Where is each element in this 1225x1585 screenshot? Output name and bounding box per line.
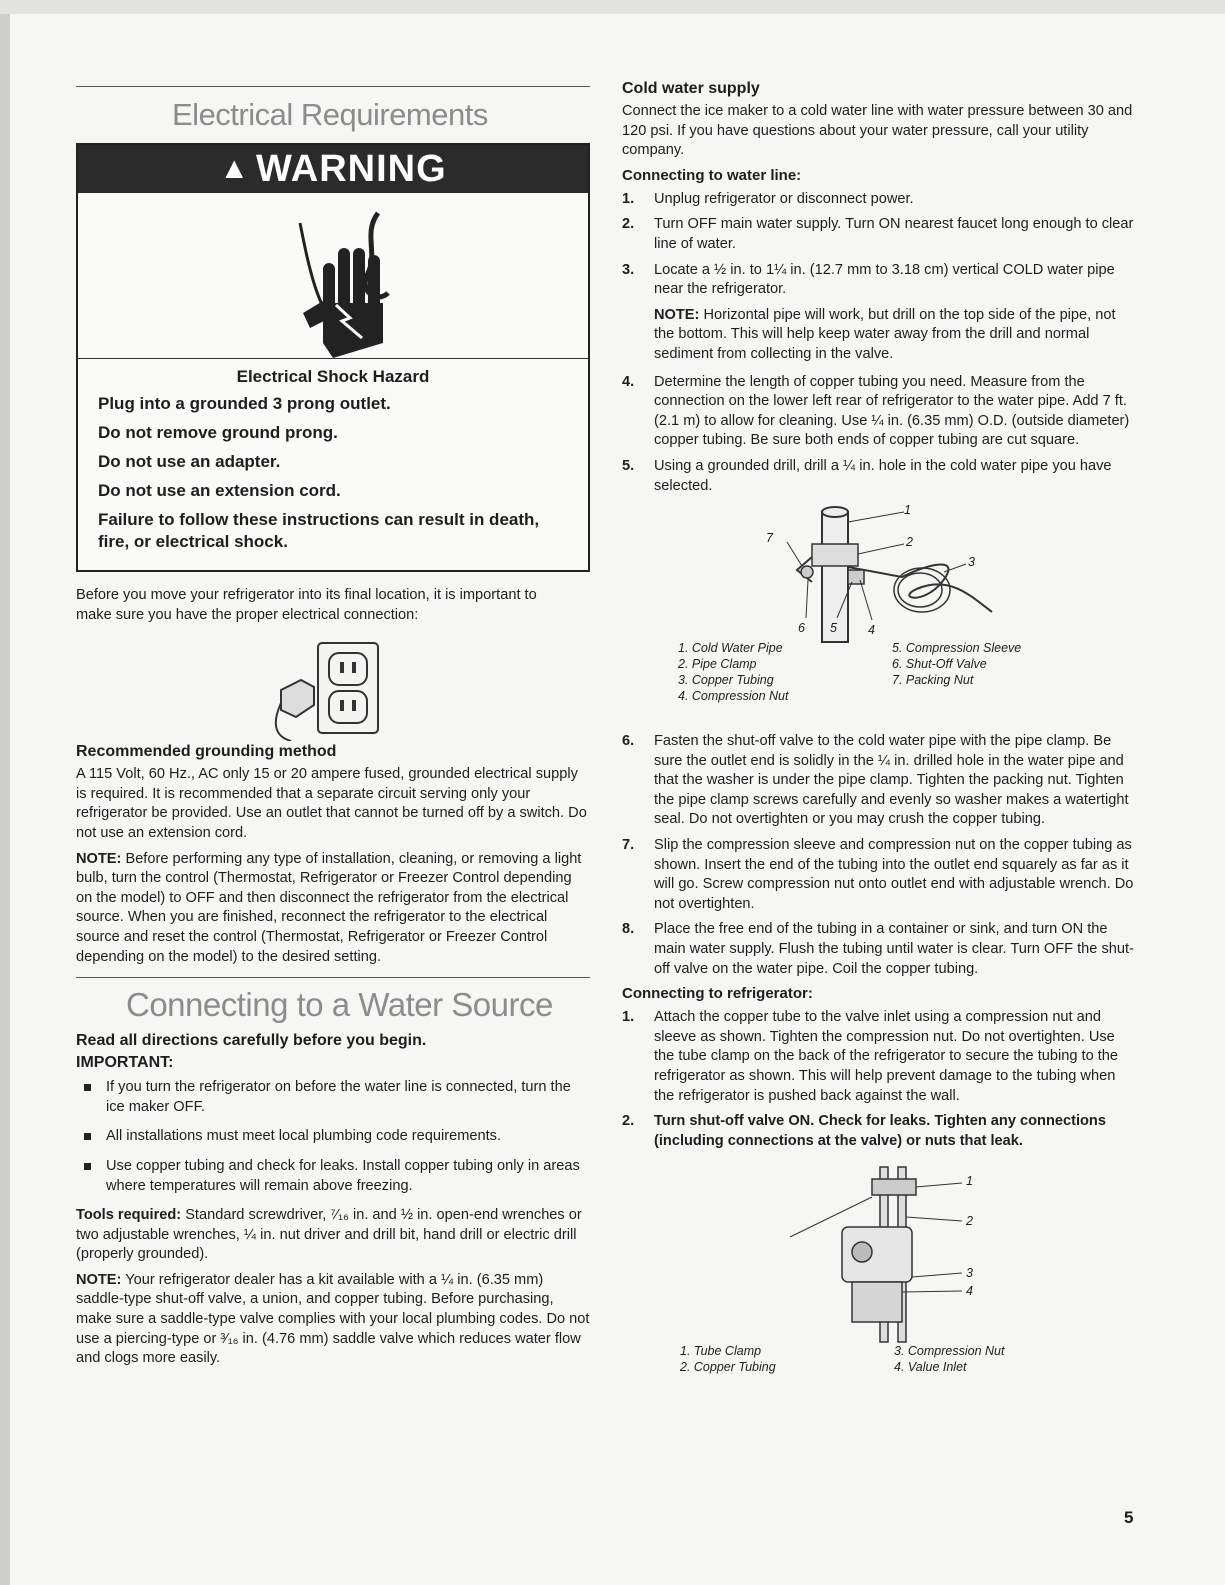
- cold-water-text: Connect the ice maker to a cold water line with water pressure between 30 and 120 psi. If you have questions about your water pressure, call your utility company.: [622, 103, 1133, 159]
- hazard-title: Electrical Shock Hazard: [236, 367, 430, 386]
- important-bullets: [76, 1078, 590, 1196]
- legend-item: 1. Tube Clamp: [680, 1344, 762, 1359]
- note-paragraph: [76, 850, 590, 968]
- bullet-square-icon: [84, 1084, 91, 1091]
- tools-label: Tools required:: [76, 1207, 182, 1224]
- fig2-legend-right: [894, 1343, 1004, 1375]
- legend-item: 1. Cold Water Pipe: [678, 641, 783, 656]
- tools-paragraph: [76, 1206, 590, 1265]
- legend-item: 3. Compression Nut: [894, 1344, 1005, 1359]
- step-text: Fasten the shut-off valve to the cold water pipe with the pipe clamp. Be sure the outlet end is solidly in the ¼ in. drilled hole in the water pipe and that the washer is under the pipe clamp. Tighten the packing nut. Tighten the pipe clamp screws carefully and evenly so washer makes a watertight seal. Do not overtighten or you may crush the copper tubing.: [654, 733, 1129, 828]
- warning-box: [76, 143, 590, 572]
- fig1-legend-left: [678, 640, 788, 704]
- callout-1: 1: [904, 503, 911, 518]
- step-item: [622, 457, 1134, 496]
- fridge-steps: [622, 1008, 1134, 1151]
- valve-figure: [622, 502, 1134, 732]
- step-text: Unplug refrigerator or disconnect power.: [654, 190, 914, 207]
- step-item: [622, 261, 1134, 300]
- page-number: 5: [1124, 1508, 1134, 1527]
- tools-text: Standard screwdriver, ⁷⁄₁₆ in. and ½ in. open-end wrenches or two adjustable wrenches, ¼ in. nut driver and drill bit, hand drill or electric drill (properly grounded).: [76, 1207, 582, 1263]
- section-rule: [76, 977, 590, 978]
- step-number: 2.: [622, 216, 635, 233]
- step-number: 3.: [622, 261, 635, 278]
- valve-inlet-diagram: [622, 1157, 1134, 1347]
- scan-edge-left: [0, 0, 10, 1585]
- note2-text: Your refrigerator dealer has a kit available with a ¼ in. (6.35 mm) saddle-type shut-off valve, a union, and copper tubing. Before purchasing, make sure a saddle-type valve complies with your local plumbing codes. Do not use a piercing-type or ³⁄₁₆ in. (4.76 mm) saddle valve which reduces water flow and clogs more easily.: [76, 1271, 590, 1367]
- right-column: [622, 80, 1134, 1377]
- legend-item: 2. Copper Tubing: [680, 1360, 776, 1375]
- step-number: 2.: [622, 1113, 635, 1130]
- bullet-square-icon: [84, 1163, 91, 1170]
- cold-water-heading: Cold water supply: [622, 80, 760, 97]
- electric-hand-icon: [78, 193, 588, 358]
- step-item: [622, 215, 1134, 254]
- list-item: [76, 1127, 590, 1147]
- callout-2: 2: [906, 535, 913, 550]
- legend-item: 3. Copper Tubing: [678, 673, 774, 688]
- step-item: [622, 373, 1134, 451]
- note2-paragraph: [76, 1271, 590, 1369]
- bullet-text: If you turn the refrigerator on before the water line is connected, turn the ice maker OFF.: [106, 1079, 571, 1115]
- callout-3: 3: [966, 1266, 973, 1281]
- legend-item: 2. Pipe Clamp: [678, 657, 757, 672]
- top-rule-left: [76, 86, 590, 87]
- step-text: Using a grounded drill, drill a ¼ in. hole in the cold water pipe you have selected.: [654, 457, 1112, 494]
- list-item: [76, 1157, 590, 1196]
- step3-note-label: NOTE:: [654, 306, 700, 323]
- connecting-fridge-heading: Connecting to refrigerator:: [622, 985, 813, 1003]
- hazard-line: Do not use an extension cord.: [98, 481, 341, 500]
- warning-triangle-icon: ▲: [219, 152, 251, 185]
- step-item: [622, 836, 1134, 914]
- step-number: 7.: [622, 837, 635, 854]
- water-steps-c: [622, 732, 1134, 979]
- hazard-line: Do not remove ground prong.: [98, 423, 338, 442]
- callout-5: 5: [830, 621, 837, 636]
- step-text: Locate a ½ in. to 1¼ in. (12.7 mm to 3.18 cm) vertical COLD water pipe near the refrigerator.: [654, 261, 1115, 298]
- legend-item: 4. Value Inlet: [894, 1360, 967, 1375]
- legend-item: 6. Shut-Off Valve: [892, 657, 987, 672]
- scan-edge-top: [0, 0, 1225, 14]
- step-number: 6.: [622, 733, 635, 750]
- inlet-figure: [622, 1157, 1134, 1377]
- note-label: NOTE:: [76, 850, 122, 867]
- bullet-square-icon: [84, 1133, 91, 1140]
- bullet-text: Use copper tubing and check for leaks. Install copper tubing only in areas where temperatures will remain above freezing.: [106, 1157, 580, 1194]
- callout-6: 6: [798, 621, 805, 636]
- callout-4: 4: [868, 623, 875, 638]
- shock-hand-illustration: [78, 193, 588, 359]
- step-item: [622, 920, 1134, 979]
- step3-note: [622, 306, 1134, 365]
- legend-item: 5. Compression Sleeve: [892, 641, 1022, 656]
- legend-item: 7. Packing Nut: [892, 673, 974, 688]
- step-text: Turn OFF main water supply. Turn ON nearest faucet long enough to clear line of water.: [654, 216, 1134, 252]
- step-number: 5.: [622, 457, 635, 474]
- hazard-line: Plug into a grounded 3 prong outlet.: [98, 394, 391, 413]
- left-column: [76, 86, 590, 1369]
- step-text: Attach the copper tube to the valve inlet using a compression nut and sleeve as shown. Tighten the compression nut. Do not overtighten. Use the tube clamp on the back of the refrigerator to secure the tubing to the refrigerator as shown. This will help prevent damage to the tubing when the refrigerator is pushed back against the wall.: [654, 1009, 1119, 1104]
- note-text: Before performing any type of installation, cleaning, or removing a light bulb, turn the control (Thermostat, Refrigerator or Freezer Control depending on the model) to OFF and then disconnect the refrigerator from the electrical source. When you are finished, reconnect the refrigerator to the electrical source and reset the control (Thermostat, Refrigerator or Freezer Control depending on the model) to the desired setting.: [76, 850, 582, 965]
- list-item: [76, 1078, 590, 1117]
- shutoff-valve-diagram: [622, 502, 1134, 662]
- plug-and-outlet-icon: [76, 625, 590, 741]
- water-steps-b: [622, 373, 1134, 497]
- legend-item: 4. Compression Nut: [678, 689, 789, 704]
- step-text: Place the free end of the tubing in a container or sink, and turn ON the main water supply. Flush the tubing until water is clear. Turn OFF the shut-off valve on the water pipe. Coil the copper tubing.: [654, 921, 1134, 977]
- step-number: 8.: [622, 921, 635, 938]
- bullet-text: All installations must meet local plumbing code requirements.: [106, 1128, 502, 1145]
- hazard-line: Do not use an adapter.: [98, 452, 281, 471]
- warning-header: [78, 145, 588, 193]
- read-all-directions: Read all directions carefully before you begin.: [76, 1032, 427, 1050]
- fig2-legend-left: [680, 1343, 776, 1375]
- step-number: 1.: [622, 1009, 635, 1026]
- electrical-requirements-title: Electrical Requirements: [172, 97, 488, 132]
- intro-text: Before you move your refrigerator into its final location, it is important to make sure you have the proper electrical connection:: [76, 587, 537, 623]
- step-text: Slip the compression sleeve and compression nut on the copper tubing as shown. Insert the end of the tubing into the outlet end squarely as far as it will go. Screw compression nut onto outlet end with adjustable wrench. Do not overtighten.: [654, 837, 1134, 912]
- step-number: 4.: [622, 373, 635, 390]
- callout-7: 7: [766, 531, 773, 546]
- warning-label: WARNING: [256, 147, 447, 190]
- callout-3: 3: [968, 555, 975, 570]
- step-text: Determine the length of copper tubing you need. Measure from the connection on the lower left rear of refrigerator to the water pipe. Add 7 ft. (2.1 m) to allow for cleaning. Use ¼ in. (6.35 mm) O.D. (outside diameter) copper tubing. Be sure both ends of copper tubing are cut square.: [654, 373, 1130, 449]
- water-steps-a: [622, 190, 1134, 300]
- note2-label: NOTE:: [76, 1271, 122, 1288]
- step-item: [622, 190, 1134, 210]
- important-label: IMPORTANT:: [76, 1054, 174, 1072]
- step-item: [622, 1008, 1134, 1106]
- connecting-water-heading: Connecting to water line:: [622, 166, 802, 184]
- callout-4: 4: [966, 1284, 973, 1299]
- plug-outlet-illustration: [76, 625, 590, 741]
- callout-1: 1: [966, 1174, 973, 1189]
- fig1-legend-right: [892, 640, 1021, 688]
- step-number: 1.: [622, 190, 635, 207]
- callout-2: 2: [966, 1214, 973, 1229]
- step3-note-text: Horizontal pipe will work, but drill on the top side of the pipe, not the bottom. This will help keep water away from the drill and normal sediment from collecting in the valve.: [654, 306, 1116, 362]
- grounding-heading: Recommended grounding method: [76, 743, 337, 761]
- hazard-line: Failure to follow these instructions can result in death, fire, or electrical shock.: [98, 510, 540, 551]
- grounding-text: A 115 Volt, 60 Hz., AC only 15 or 20 ampere fused, grounded electrical supply is required. It is recommended that a separate circuit serving only your refrigerator be provided. Use an outlet that cannot be turned off by a switch. Do not use an extension cord.: [76, 766, 587, 841]
- step-text: Turn shut-off valve ON. Check for leaks. Tighten any connections (including connections at the valve) or nuts that leak.: [654, 1113, 1106, 1149]
- hazard-text-block: [78, 359, 588, 570]
- step-item: [622, 1112, 1134, 1151]
- step-item: [622, 732, 1134, 830]
- water-source-title: Connecting to a Water Source: [126, 986, 553, 1024]
